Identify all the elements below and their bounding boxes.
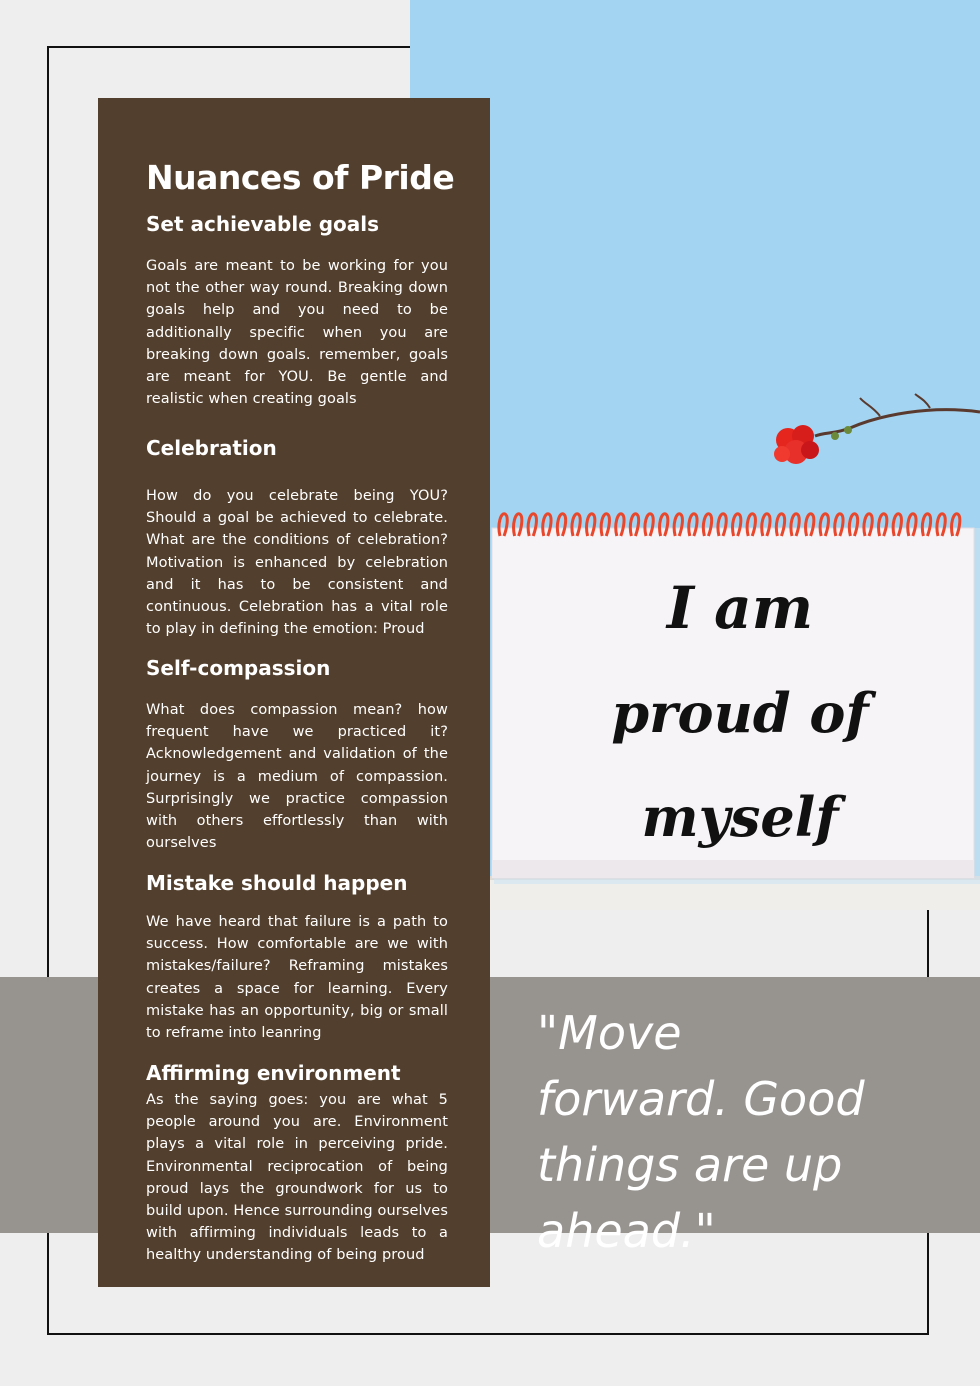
section-body-environment: As the saying goes: you are what 5 people around you are. Environment plays a vital role in perceiving pride. Environmental reciprocation of being proud lays the groundwork for us to build upon. Hence surrounding ourselves with affirming individuals leads to a healthy understanding of being proud xyxy=(146,1092,448,1264)
section-heading-goals: Set achievable goals xyxy=(146,212,380,236)
section-body-mistakes: We have heard that failure is a path to success. How comfortable are we with mistakes/failure? Reframing mistakes creates a space for learning. Every mistake has an opportunity, big or small to reframe into leanring xyxy=(146,914,448,1042)
calendar-photo xyxy=(410,0,980,910)
section-heading-environment: Affirming environment xyxy=(146,1061,401,1085)
section-body-goals: Goals are meant to be working for you not the other way round. Breaking down goals help and you need to be additionally specific when you are breaking down goals. remember, goals are meant for YOU. Be gentle and realistic when creating goals xyxy=(146,258,448,408)
section-body-celebration: How do you celebrate being YOU? Should a goal be achieved to celebrate. What are the conditions of celebration? Motivation is enhanced by celebration and it has to be consistent and continuous. Celebration has a vital role to play in defining the emotion: Proud xyxy=(146,488,448,638)
section-heading-self-compassion: Self-compassion xyxy=(146,656,331,680)
page-title: Nuances of Pride xyxy=(146,158,455,197)
content-panel xyxy=(98,98,490,1287)
section-body-self-compassion: What does compassion mean? how frequent have we practiced it? Acknowledgement and validation of the journey is a medium of compassion. Surprisingly we practice compassion with others effortlessly than with ourselves xyxy=(146,702,448,852)
note-line-2: proud of xyxy=(611,681,869,745)
quote-text: "Move forward. Good things are up ahead." xyxy=(537,1006,865,1258)
branch xyxy=(815,410,980,436)
calendar-illustration xyxy=(410,0,980,910)
section-heading-mistakes: Mistake should happen xyxy=(146,871,408,895)
section-heading-celebration: Celebration xyxy=(146,436,277,460)
red-flower xyxy=(774,425,819,464)
note-line-3: myself xyxy=(641,785,839,849)
note-line-1: I am xyxy=(666,574,814,642)
